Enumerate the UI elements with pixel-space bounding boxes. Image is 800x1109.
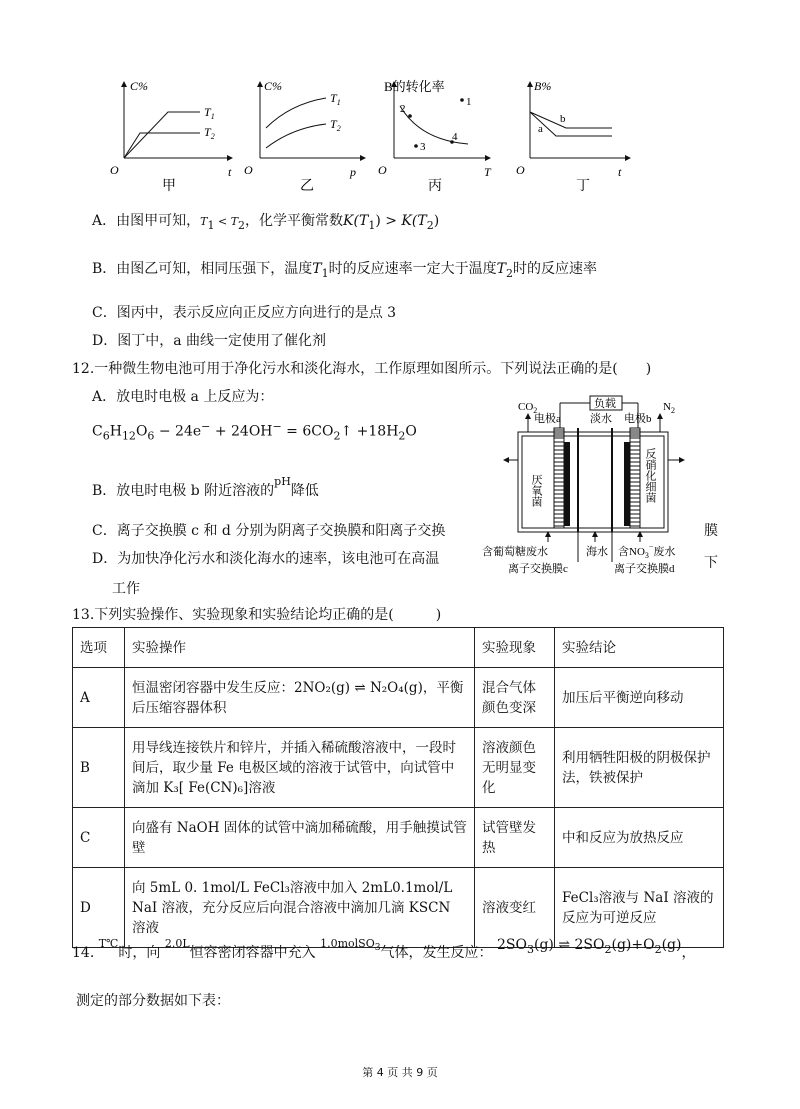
bing-curve	[400, 106, 468, 144]
svg-text:T: T	[484, 165, 491, 179]
q14-stem: 14. $^{T℃}$时，向 $^{2.0L}$恒容密闭容器中充入 $^{1.0molSO_3}$气体，发生反应： $2SO_3(g)$ ⇌ $2SO_2(g)+O_2(g)$，	[72, 937, 696, 961]
svg-text:丙: 丙	[428, 179, 442, 194]
svg-text:t: t	[618, 165, 622, 179]
svg-text:电极b: 电极b	[624, 413, 652, 425]
row-option: B	[73, 728, 125, 808]
svg-text:a: a	[538, 123, 543, 135]
q12-option-b: B．放电时电极 b 附近溶液的$^{pH}$降低	[92, 475, 319, 499]
q12-equation: $C_6H_{12}O_6 - 24e^- + 24OH^-$ = $6CO_2↑ +18H_2O$	[92, 420, 417, 443]
q12-option-c: C．离子交换膜 c 和 d 分别为阴离子交换膜和阳离子交换	[92, 523, 446, 539]
svg-text:N2: $N_2$	[663, 401, 675, 415]
row-conclusion: 中和反应为放热反应	[555, 808, 724, 868]
row-phenomenon: 溶液变红	[475, 868, 555, 948]
svg-text:CO2: $CO_2$	[518, 401, 538, 415]
header-phenomenon: 实验现象	[475, 628, 555, 668]
row-option: D	[73, 868, 125, 948]
row-operation: 恒温密闭容器中发生反应：2NO₂(g) ⇌ N₂O₄(g)，平衡后压缩容器体积	[125, 668, 475, 728]
svg-text:2: 2	[400, 103, 406, 115]
table-row	[73, 808, 724, 868]
svg-text:电极a: 电极a	[534, 413, 561, 425]
svg-text:丁: 丁	[576, 179, 590, 194]
q12-option-a: A．放电时电极 a 上反应为：	[92, 389, 274, 405]
q13-stem: 13.下列实验操作、实验现象和实验结论均正确的是( )	[72, 607, 442, 623]
table-row	[73, 728, 724, 808]
graph-yi	[244, 79, 365, 194]
svg-text:含葡萄糖废水: 含葡萄糖废水	[482, 546, 548, 558]
jia-caption: 甲	[162, 179, 176, 194]
row-option: A	[73, 668, 125, 728]
row-operation: 用导线连接铁片和锌片，并插入稀硫酸溶液中，一段时间后，取少量 Fe 电极区域的溶液于试管中，向试管中滴加 K₃[ Fe(CN)₆]溶液	[125, 728, 475, 808]
svg-text:3: 3	[420, 141, 426, 153]
table-row	[73, 868, 724, 948]
row-conclusion: 利用牺牲阳极的阴极保护法，铁被保护	[555, 728, 724, 808]
q14-line2: 测定的部分数据如下表：	[76, 993, 230, 1009]
jia-curve-t1	[124, 112, 200, 158]
yi-curve-t2	[266, 124, 326, 148]
header-operation: 实验操作	[125, 628, 475, 668]
svg-text:厌氧菌: 厌氧菌	[530, 474, 542, 507]
svg-text:b: b	[560, 113, 566, 125]
svg-text:4: 4	[452, 131, 458, 143]
svg-text:1: 1	[466, 96, 472, 108]
svg-text:T2: $T_2$	[204, 125, 215, 141]
svg-text:p: p	[350, 165, 356, 179]
load-label: 负载	[594, 398, 616, 410]
q12-option-d: D．为加快净化污水和淡化海水的速率，该电池可在高温	[92, 551, 440, 567]
graph-bing	[378, 79, 492, 194]
svg-text:O: O	[378, 163, 387, 177]
microbial-cell-diagram	[478, 392, 703, 600]
svg-text:O: O	[110, 163, 119, 177]
q11-option-b: B．由图乙可知，相同压强下，温度$T_1$时的反应速率一定大于温度$T_2$时的反应速率	[92, 261, 597, 280]
graph-ding	[516, 79, 630, 194]
q12-stem: 12.一种微生物电池可用于净化污水和淡化海水，工作原理如图所示。下列说法正确的是( )	[72, 361, 652, 377]
svg-text:T1: $T_1$	[204, 105, 215, 121]
yi-curve-t1	[266, 98, 326, 128]
header-conclusion: 实验结论	[555, 628, 724, 668]
row-phenomenon: 试管壁发热	[475, 808, 555, 868]
header-option: 选项	[73, 628, 125, 668]
table-header-row	[73, 628, 724, 668]
q12-option-c-tail: 膜	[704, 523, 718, 539]
q11-option-d: D．图丁中，a 曲线一定使用了催化剂	[92, 333, 327, 349]
svg-text:C%: C%	[264, 79, 282, 93]
page-number: 第 4 页 共 9 页	[362, 1066, 438, 1079]
graph-jia	[110, 79, 232, 194]
row-conclusion: FeCl₃溶液与 NaI 溶液的反应为可逆反应	[555, 868, 724, 948]
table-row	[73, 668, 724, 728]
svg-text:T2: $T_2$	[330, 117, 341, 133]
svg-text:t: t	[228, 165, 232, 179]
q11-option-a: A．由图甲可知，$T_1 < T_2$，化学平衡常数$K(T_1) > K(T_2)$	[92, 213, 440, 232]
svg-text:海水: 海水	[586, 546, 608, 558]
svg-text:离子交换膜d: 离子交换膜d	[614, 563, 675, 575]
svg-text:含NO3−废水: 含$NO_3^-$废水	[618, 542, 676, 560]
graphs-figure	[100, 78, 640, 198]
svg-text:O: O	[516, 163, 525, 177]
svg-text:离子交换膜c: 离子交换膜c	[508, 563, 568, 575]
svg-text:反硝化细菌: 反硝化细菌	[644, 448, 656, 503]
svg-text:乙: 乙	[300, 179, 314, 194]
row-phenomenon: 溶液颜色无明显变化	[475, 728, 555, 808]
svg-text:B%: B%	[534, 79, 552, 93]
row-phenomenon: 混合气体颜色变深	[475, 668, 555, 728]
q13-table	[72, 627, 724, 948]
svg-text:B的转化率: B的转化率	[384, 79, 445, 94]
q11-option-c: C．图丙中，表示反应向正反应方向进行的是点 3	[92, 305, 397, 321]
svg-text:T1: $T_1$	[330, 91, 341, 107]
row-option: C	[73, 808, 125, 868]
svg-text:淡水: 淡水	[590, 413, 612, 425]
row-operation: 向 5mL 0. 1mol/L FeCl₃溶液中加入 2mL0.1mol/L NaI 溶液，充分反应后向混合溶液中滴加几滴 KSCN 溶液	[125, 868, 475, 948]
q12-option-d-tail: 下	[704, 555, 718, 571]
jia-ylabel: C%	[130, 79, 148, 93]
svg-text:O: O	[244, 163, 253, 177]
row-conclusion: 加压后平衡逆向移动	[555, 668, 724, 728]
q12-option-d-cont: 工作	[112, 581, 140, 597]
row-operation: 向盛有 NaOH 固体的试管中滴加稀硫酸，用手触摸试管壁	[125, 808, 475, 868]
